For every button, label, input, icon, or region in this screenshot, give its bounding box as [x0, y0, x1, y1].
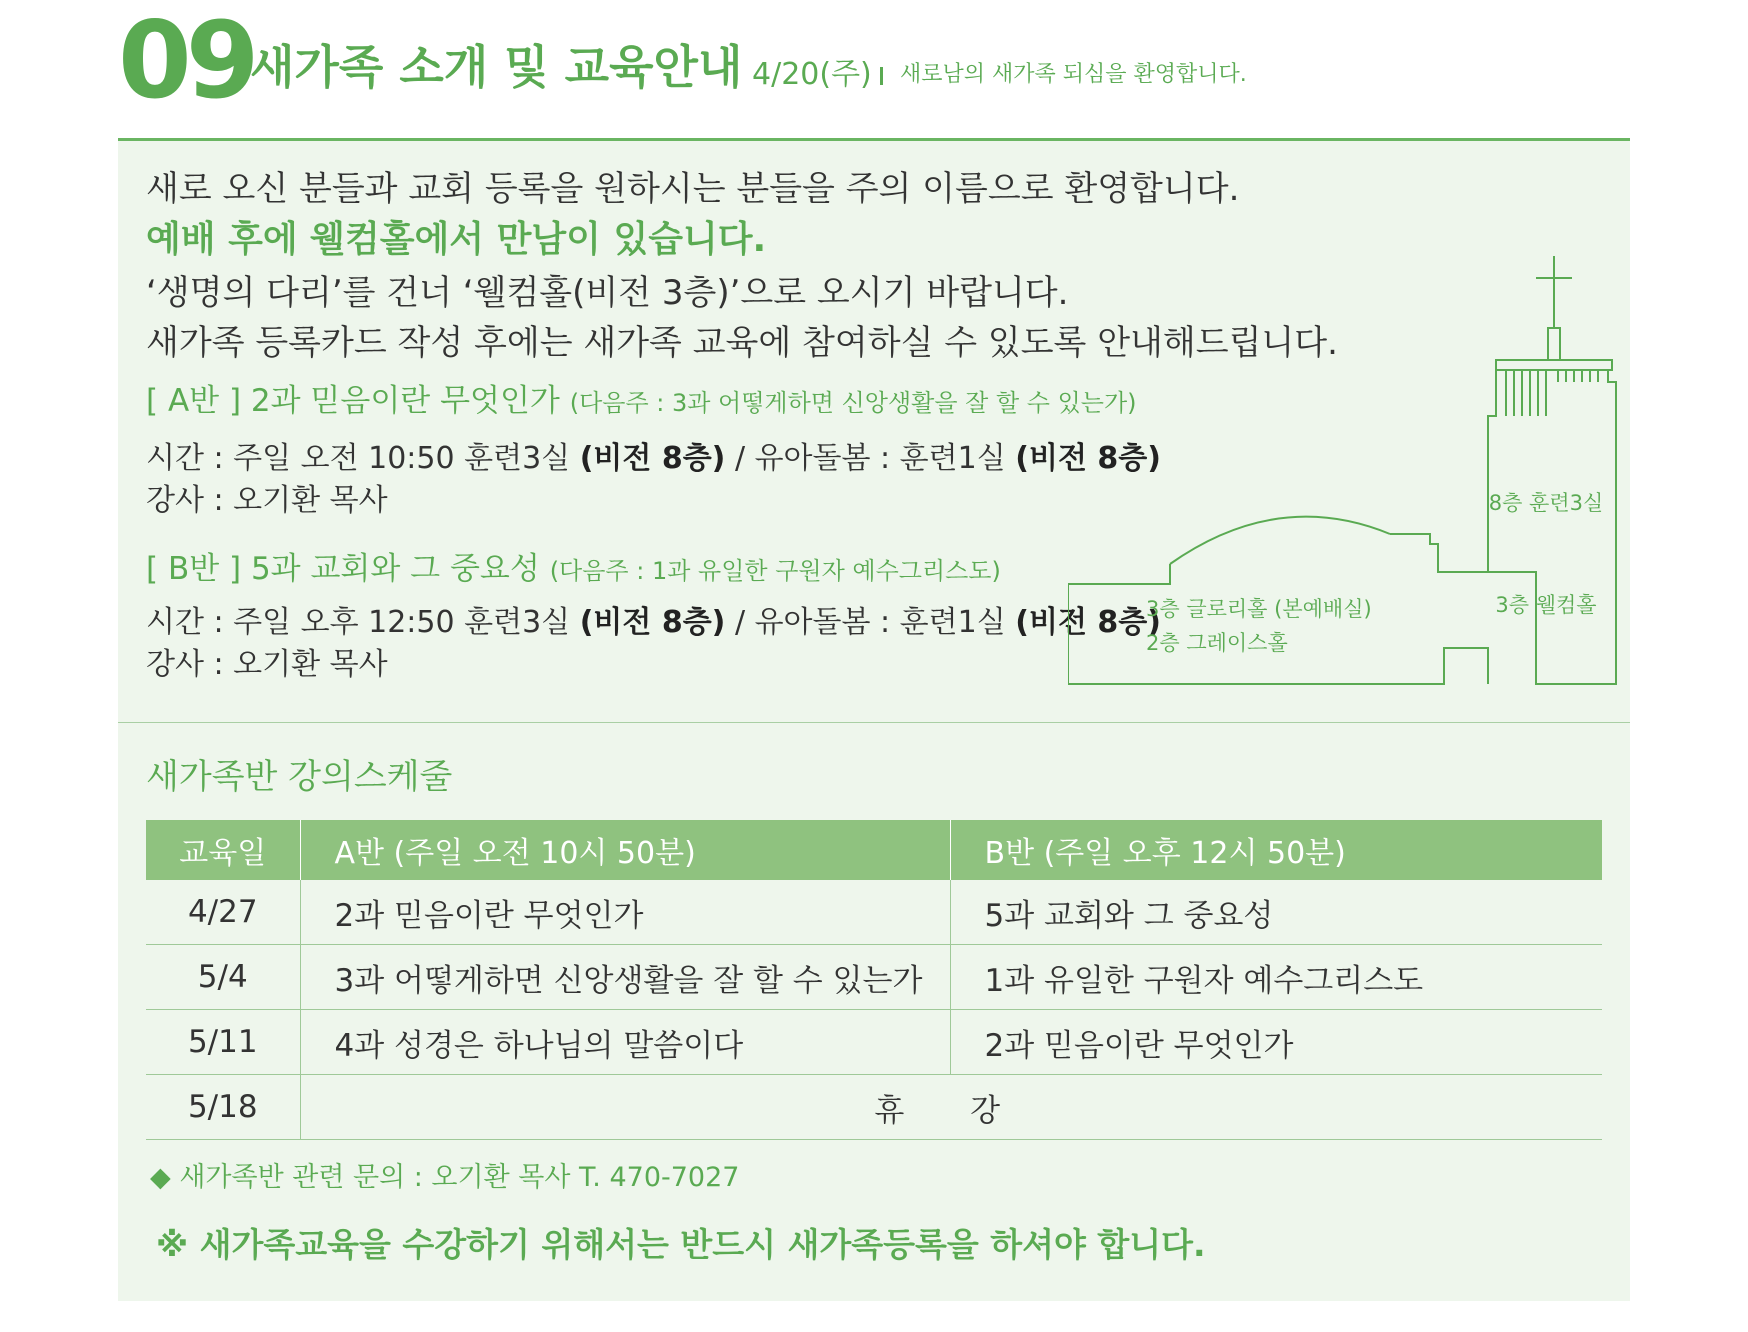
- class-b-childcare-floor: (비전 8층): [1015, 605, 1161, 640]
- class-b-title: [146, 551, 1001, 587]
- inquiry-contact: ◆ 새가족반 관련 문의 : 오기환 목사 T. 470-7027: [150, 1162, 740, 1193]
- table-row: [146, 1075, 1602, 1140]
- class-a-room-floor: (비전 8층): [579, 441, 726, 476]
- row-break: 휴 강: [300, 1075, 1602, 1140]
- class-a-time-text: 시간 : 주일 오전 10:50 훈련3실: [146, 441, 571, 476]
- row-date: 5/11: [146, 1010, 300, 1075]
- header-class-b: B반 (주일 오후 12시 50분): [950, 820, 1602, 880]
- row-class-a: 4과 성경은 하나님의 말씀이다: [300, 1010, 950, 1075]
- section-header: [0, 0, 1748, 140]
- section-number: 09: [118, 0, 254, 122]
- welcome-message: 새로남의 새가족 되심을 환영합니다.: [900, 62, 1247, 87]
- class-b-time: [146, 605, 1161, 640]
- table-row: [146, 945, 1602, 1010]
- class-b-teacher: 강사 : 오기환 목사: [146, 647, 388, 682]
- header-class-a: A반 (주일 오전 10시 50분): [300, 820, 950, 880]
- section-title: 새가족 소개 및 교육안내: [250, 40, 743, 94]
- label-glory-hall: 3층 글로리홀 (본예배실): [1146, 597, 1372, 621]
- row-class-b: 2과 믿음이란 무엇인가: [950, 1010, 1602, 1075]
- class-b-lesson: [ B반 ] 5과 교회와 그 중요성: [146, 551, 540, 587]
- class-b-next: (다음주 : 1과 유일한 구원자 예수그리스도): [549, 557, 1001, 585]
- label-grace-hall: 2층 그레이스홀: [1146, 631, 1288, 655]
- label-8f: 8층 훈련3실: [1488, 491, 1604, 515]
- section-date: 4/20(주): [752, 57, 872, 92]
- church-building-diagram: [1068, 248, 1628, 688]
- header-separator: [880, 67, 883, 85]
- registration-notice: ※ 새가족교육을 수강하기 위해서는 반드시 새가족등록을 하셔야 합니다.: [156, 1225, 1206, 1264]
- intro-line-4: 새가족 등록카드 작성 후에는 새가족 교육에 참여하실 수 있도록 안내해드립니다.: [146, 323, 1338, 363]
- table-row: [146, 880, 1602, 945]
- class-a-childcare-floor: (비전 8층): [1015, 441, 1161, 476]
- class-a-childcare: / 유아돌봄 : 훈련1실: [734, 441, 1006, 476]
- intro-line-1: 새로 오신 분들과 교회 등록을 원하시는 분들을 주의 이름으로 환영합니다.: [146, 169, 1240, 209]
- intro-highlight: 예배 후에 웰컴홀에서 만남이 있습니다.: [146, 219, 767, 260]
- row-date: 5/4: [146, 945, 300, 1010]
- schedule-table: [146, 820, 1602, 1140]
- row-class-a: 2과 믿음이란 무엇인가: [300, 880, 950, 945]
- class-a-title: [146, 383, 1137, 419]
- header-date: 교육일: [146, 820, 300, 880]
- row-date: 4/27: [146, 880, 300, 945]
- section-divider: [118, 722, 1630, 723]
- row-class-b: 1과 유일한 구원자 예수그리스도: [950, 945, 1602, 1010]
- class-b-room-floor: (비전 8층): [579, 605, 726, 640]
- class-a-next: (다음주 : 3과 어떻게하면 신앙생활을 잘 할 수 있는가): [569, 389, 1137, 417]
- class-b-time-text: 시간 : 주일 오후 12:50 훈련3실: [146, 605, 571, 640]
- label-3f-welcome: 3층 웰컴홀: [1495, 593, 1597, 617]
- row-class-a: 3과 어떻게하면 신앙생활을 잘 할 수 있는가: [300, 945, 950, 1010]
- class-b-childcare: / 유아돌봄 : 훈련1실: [734, 605, 1006, 640]
- schedule-header-row: [146, 820, 1602, 880]
- class-a-time: [146, 441, 1161, 476]
- row-date: 5/18: [146, 1075, 300, 1140]
- table-row: [146, 1010, 1602, 1075]
- row-class-b: 5과 교회와 그 중요성: [950, 880, 1602, 945]
- class-a-teacher: 강사 : 오기환 목사: [146, 483, 388, 518]
- schedule-title: 새가족반 강의스케줄: [146, 757, 453, 797]
- intro-line-3: ‘생명의 다리’를 건너 ‘웰컴홀(비전 3층)’으로 오시기 바랍니다.: [146, 273, 1069, 313]
- class-a-lesson: [ A반 ] 2과 믿음이란 무엇인가: [146, 383, 560, 419]
